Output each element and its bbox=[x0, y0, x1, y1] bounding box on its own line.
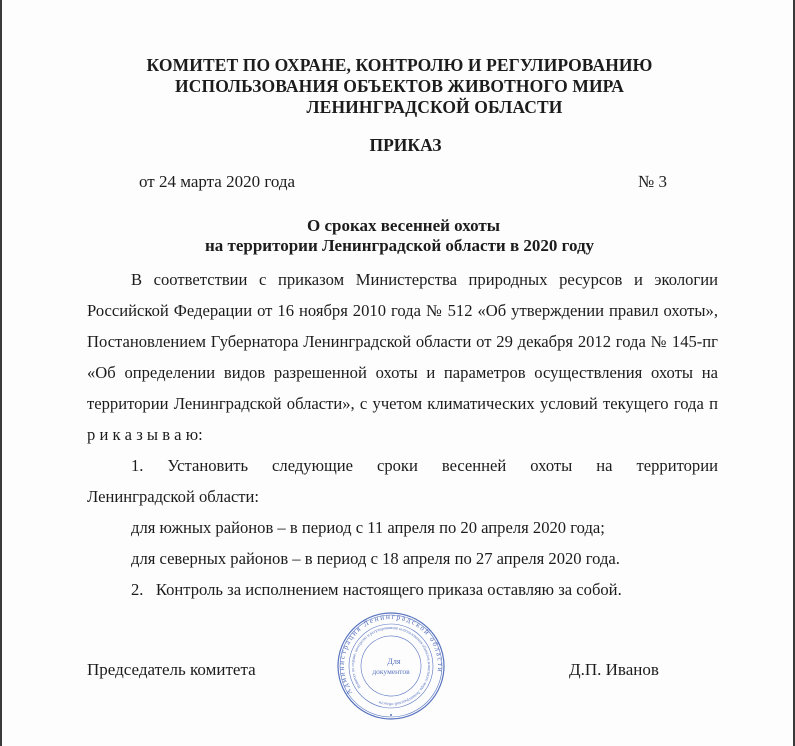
order-subject bbox=[2, 216, 795, 256]
stamp-center-line-2: документов bbox=[372, 667, 410, 676]
order-type-text: ПРИКАЗ bbox=[369, 135, 442, 155]
item-1-word: Установить bbox=[167, 456, 249, 475]
item-1-word: следующие bbox=[272, 456, 353, 475]
subitem-south: для южных районов – в период с 11 апреля по 20 апреля 2020 года; bbox=[131, 518, 605, 537]
signature-name: Д.П. Иванов bbox=[569, 660, 659, 679]
stamp-dot bbox=[390, 714, 392, 716]
stamp-center-line-1: Для bbox=[387, 657, 401, 666]
preamble-paragraph: В соответствии с приказом Министерства природных ресурсов и экологии Российской Федерации от 16 ноября 2010 года № 512 «Об утверждении правил охоты», Постановлением Губернатора Ленинградской области от 29 декабря 2012 года № 145-пг «Об определении видов разрешенной охоты и параметров осуществления охоты на территории Ленинградской области», с учетом климатических условий текущего года п р и к а з ы в а ю: bbox=[87, 270, 718, 444]
header-line-1: КОМИТЕТ ПО ОХРАНЕ, КОНТРОЛЮ И РЕГУЛИРОВАНИЮ bbox=[146, 55, 653, 75]
item-1-word: весенней bbox=[441, 456, 507, 475]
official-stamp bbox=[336, 611, 446, 721]
stamp-inner-textpath: Комитет по охране, контролю и регулированию использования объектов животного мира Ленинградской области bbox=[349, 624, 433, 708]
item-1-word: на bbox=[596, 456, 613, 475]
item-2: 2. Контроль за исполнением настоящего приказа оставляю за собой. bbox=[131, 580, 622, 599]
item-1-number: 1. bbox=[131, 456, 144, 475]
item-1-word: сроки bbox=[376, 456, 418, 475]
stamp-inner-text bbox=[336, 611, 446, 721]
stamp-outer-textpath: Администрация Ленинградской области bbox=[336, 611, 446, 697]
subject-line-2: на территории Ленинградской области в 2020 году bbox=[204, 236, 595, 255]
signature-role: Председатель комитета bbox=[87, 660, 256, 679]
subject-line-1: О сроках весенней охоты bbox=[306, 216, 500, 235]
item-1-word: охоты bbox=[530, 456, 573, 475]
order-body bbox=[87, 264, 718, 605]
stamp-inner-ring bbox=[349, 624, 433, 708]
document-header bbox=[2, 55, 795, 118]
item-1-first-line bbox=[87, 450, 718, 481]
order-date: от 24 марта 2020 года bbox=[139, 172, 296, 191]
order-type-heading bbox=[2, 135, 795, 156]
header-line-3: ЛЕНИНГРАДСКОЙ ОБЛАСТИ bbox=[306, 97, 563, 117]
order-number: № 3 bbox=[638, 172, 667, 191]
subitem-north: для северных районов – в период с 18 апреля по 27 апреля 2020 года. bbox=[131, 549, 620, 568]
item-1-word: территории bbox=[636, 456, 718, 475]
item-1-continuation: Ленинградской области: bbox=[87, 487, 260, 506]
header-line-2: ИСПОЛЬЗОВАНИЯ ОБЪЕКТОВ ЖИВОТНОГО МИРА bbox=[175, 76, 624, 96]
